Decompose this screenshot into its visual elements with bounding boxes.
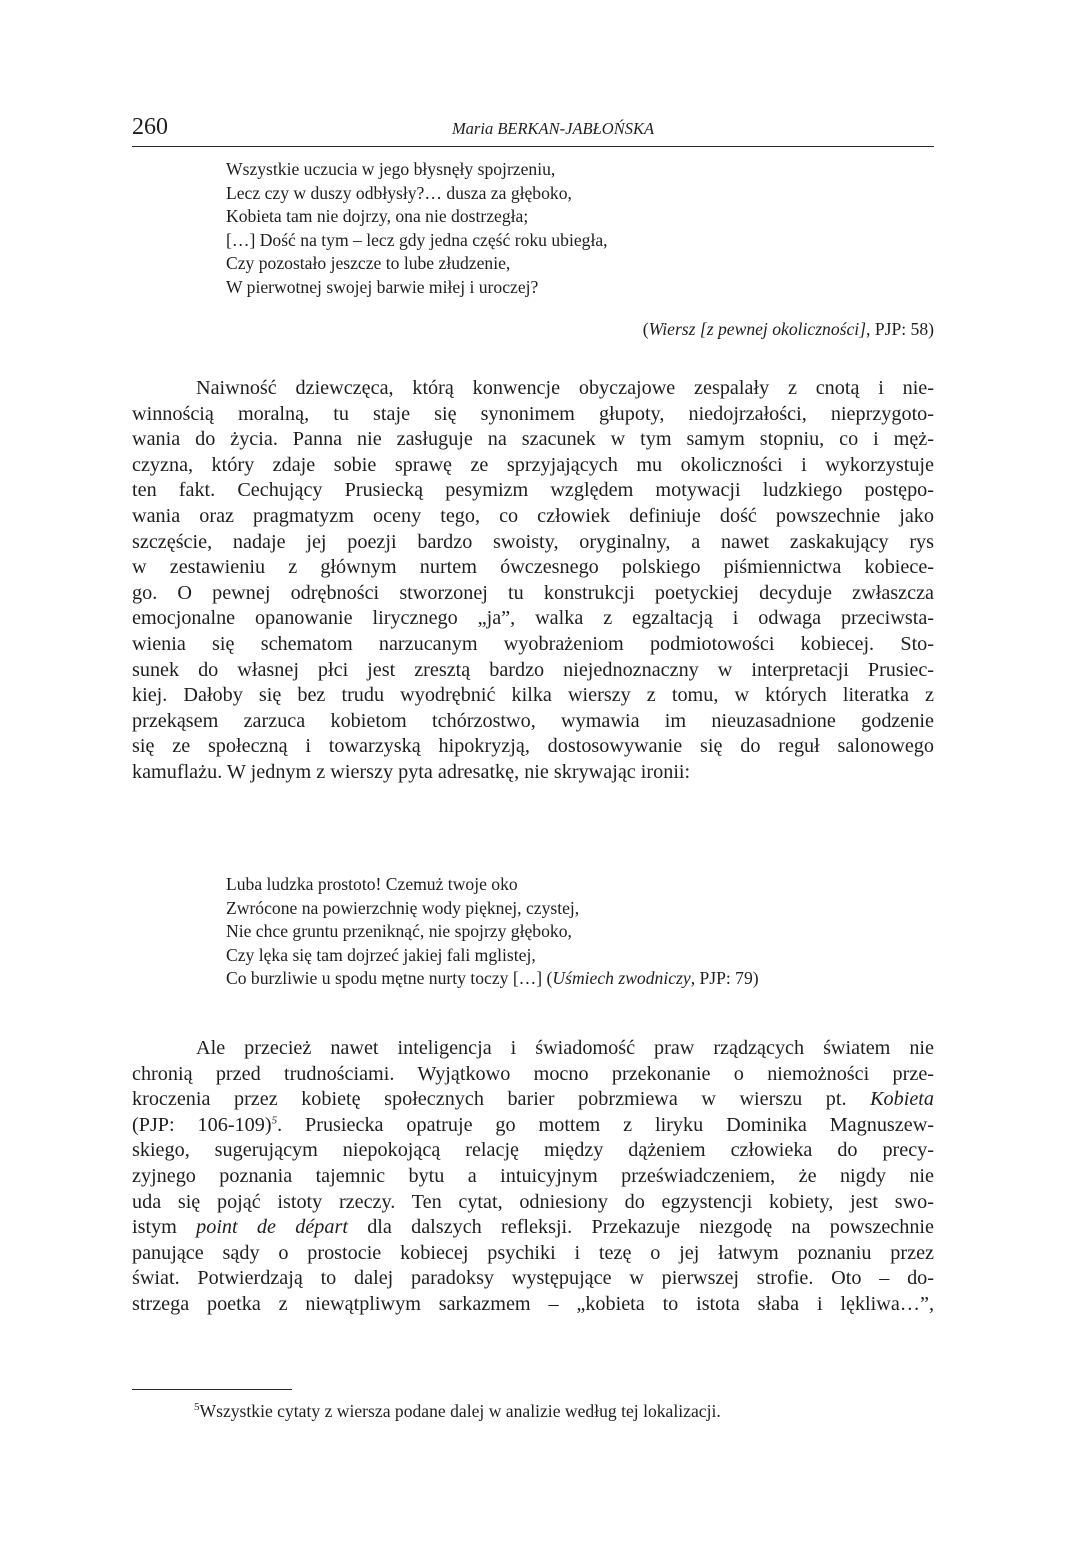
- page-number: 260: [132, 114, 168, 140]
- footnote-text: Wszystkie cytaty z wiersza podane dalej w analizie według tej lokalizacji.: [199, 1401, 721, 1421]
- verse-line: Kobieta tam nie dojrzy, ona nie dostrzegła;: [226, 206, 529, 226]
- running-head-author: Maria BERKAN-JABŁOŃSKA: [451, 119, 655, 138]
- verse-quote-2: [226, 873, 759, 991]
- paragraph-line: [132, 1113, 934, 1139]
- verse-line: Nie chce gruntu przeniknąć, nie spojrzy głęboko,: [226, 921, 572, 941]
- poem-title: Kobieta: [870, 1088, 934, 1111]
- source-title: Uśmiech zwodniczy: [552, 968, 691, 988]
- paragraph-line: kiej. Dałoby się bez trudu wyodrębnić kilka wierszy z tomu, w których literatka z: [132, 684, 934, 707]
- verse-line: […] Dość na tym – lecz gdy jedna część roku ubiegła,: [226, 229, 608, 250]
- paragraph-line: wienia się schematom narzucanym wyobrażeniom podmiotowości kobiecej. Sto-: [132, 632, 934, 655]
- verse-line: Czy lęka się tam dojrzeć jakiej fali mglistej,: [226, 944, 536, 965]
- italic-phrase: point de départ: [196, 1216, 348, 1239]
- footnote-separator: [132, 1389, 292, 1390]
- verse-1-source: [643, 318, 934, 342]
- paragraph-line: skiego, sugerującym niepokojącą relację między dążeniem człowieka do precy-: [132, 1139, 934, 1162]
- paragraph-line: czyzna, który zdaje sobie sprawę ze sprzyjających mu okoliczności i wykorzystuje: [132, 453, 934, 476]
- verse-line-with-source: [226, 967, 759, 991]
- footnote-number: 5: [194, 1401, 200, 1414]
- paragraph-line: [132, 1087, 934, 1113]
- verse-line: Czy pozostało jeszcze to lube złudzenie,: [226, 253, 511, 273]
- verse-line: W pierwotnej swojej barwie miłej i uroczej?: [226, 276, 539, 297]
- source-rest: , PJP: 79): [690, 968, 759, 988]
- body-paragraph-1: [132, 376, 934, 786]
- paragraph-line: winnością moralną, tu staje się synonimem głupoty, niedojrzałości, nieprzygoto-: [132, 402, 934, 425]
- verse-line: Lecz czy w duszy odbłysły?… dusza za głęboko,: [226, 182, 572, 203]
- verse-quote-1: [226, 158, 608, 299]
- verse-line: Luba ludzka prostoto! Czemuż twoje oko: [226, 874, 518, 894]
- paragraph-line: sunek do własnej płci jest zresztą bardzo niejednoznaczny w interpretacji Prusiec-: [132, 658, 934, 681]
- paragraph-line: [132, 1215, 934, 1241]
- body-paragraph-2: [132, 1036, 934, 1318]
- source-open: (: [642, 319, 649, 339]
- paragraph-line: chronią przed trudnościami. Wyjątkowo mocno przekonanie o niemożności prze-: [132, 1062, 934, 1085]
- paragraph-line: uda się pojąć istoty rzeczy. Ten cytat, odniesiony do egzystencji kobiety, jest swo-: [132, 1190, 934, 1213]
- line-text: istym: [132, 1216, 197, 1239]
- paragraph-line: Ale przecież nawet inteligencja i świadomość praw rządzących światem nie: [196, 1037, 934, 1059]
- line-text: (PJP: 106-109): [132, 1113, 272, 1136]
- paragraph-line: świat. Potwierdzają to dalej paradoksy występujące w pierwszej strofie. Oto – do-: [132, 1267, 934, 1290]
- paragraph-line: emocjonalne opanowanie lirycznego „ja”, walka z egzaltacją i odwaga przeciwsta-: [132, 607, 934, 630]
- line-text: . Prusiecka opatruje go mottem z liryku Dominika Magnuszew-: [277, 1113, 934, 1136]
- footnote: [194, 1400, 721, 1422]
- line-text: kroczenia przez kobietę społecznych barier pobrzmiewa w wierszu pt.: [132, 1088, 871, 1111]
- paragraph-line: Naiwność dziewczęca, którą konwencje obyczajowe zespalały z cnotą i nie-: [196, 377, 934, 399]
- paragraph-line: wania do życia. Panna nie zasługuje na szacunek w tym samym stopniu, co i męż-: [132, 428, 934, 451]
- footnote-reference[interactable]: 5: [271, 1114, 278, 1127]
- page-header: [132, 108, 934, 147]
- paragraph-line: szczęście, nadaje jej poezji bardzo swoisty, oryginalny, a nawet zaskakujący rys: [132, 530, 934, 553]
- paragraph-line: się ze społeczną i towarzyską hipokryzją, dostosowywanie się do reguł salonowego: [132, 735, 934, 758]
- paragraph-line: strzega poetka z niewątpliwym sarkazmem – „kobieta to istota słaba i lękliwa…”,: [132, 1292, 934, 1315]
- line-text: dla dalszych refleksji. Przekazuje niezgodę na powszechnie: [347, 1216, 934, 1239]
- verse-line: Zwrócone na powierzchnię wody pięknej, czystej,: [226, 897, 580, 918]
- paragraph-line: ten fakt. Cechujący Prusiecką pesymizm względem motywacji ludzkiego postępo-: [132, 479, 934, 502]
- paragraph-line: w zestawieniu z głównym nurtem ówczesnego polskiego piśmiennictwa kobiece-: [132, 556, 934, 579]
- source-title: Wiersz [z pewnej okoliczności]: [648, 319, 867, 339]
- verse-line: Wszystkie uczucia w jego błysnęły spojrzeniu,: [226, 159, 556, 179]
- verse-line-text: Co burzliwie u spodu mętne nurty toczy […] (: [226, 968, 553, 988]
- paragraph-line: panujące sądy o prostocie kobiecej psychiki i tezę o jej łatwym poznaniu przez: [132, 1241, 934, 1264]
- paragraph-line: kamuflażu. W jednym z wierszy pyta adresatkę, nie skrywając ironii:: [132, 760, 691, 783]
- paragraph-line: go. O pewnej odrębności stworzonej tu konstrukcji poetyckiej decyduje zwłaszcza: [132, 581, 934, 604]
- source-rest: , PJP: 58): [866, 319, 934, 339]
- paragraph-line: zyjnego poznania tajemnic bytu a intuicyjnym przeświadczeniem, że nigdy nie: [132, 1164, 934, 1187]
- paragraph-line: przekąsem zarzuca kobietom tchórzostwo, wymawia im nieuzasadnione godzenie: [132, 709, 934, 732]
- paragraph-line: wania oraz pragmatyzm oceny tego, co człowiek definiuje dość powszechnie jako: [132, 504, 934, 527]
